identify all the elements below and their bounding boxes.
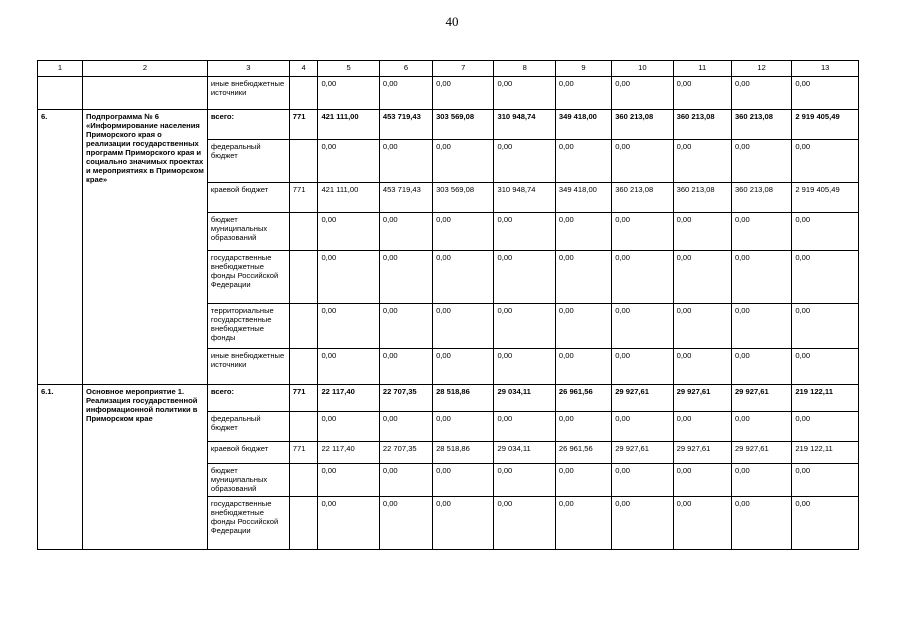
amount-cell: 453 719,43: [379, 110, 432, 140]
amount-cell: 0,00: [612, 77, 673, 110]
funding-source: иные внебюджетные источники: [207, 349, 289, 385]
column-header: 7: [433, 61, 494, 77]
amount-cell: 0,00: [673, 140, 731, 183]
program-name: [83, 77, 208, 110]
table-row: [38, 110, 859, 140]
amount-cell: 0,00: [673, 251, 731, 304]
amount-cell: 0,00: [318, 497, 379, 550]
amount-cell: 0,00: [673, 213, 731, 251]
amount-cell: 0,00: [673, 464, 731, 497]
column-header: 8: [494, 61, 555, 77]
amount-cell: 0,00: [494, 251, 555, 304]
budget-code: [289, 464, 318, 497]
budget-code: 771: [289, 110, 318, 140]
amount-cell: 2 919 405,49: [792, 110, 859, 140]
column-header: 5: [318, 61, 379, 77]
amount-cell: 0,00: [731, 140, 791, 183]
amount-cell: 360 213,08: [612, 183, 673, 213]
budget-code: [289, 497, 318, 550]
funding-source: федеральный бюджет: [207, 412, 289, 442]
amount-cell: 421 111,00: [318, 183, 379, 213]
amount-cell: 0,00: [555, 251, 611, 304]
column-header: 9: [555, 61, 611, 77]
column-header: 11: [673, 61, 731, 77]
amount-cell: 0,00: [673, 349, 731, 385]
amount-cell: 0,00: [792, 412, 859, 442]
budget-code: [289, 140, 318, 183]
amount-cell: 0,00: [379, 412, 432, 442]
amount-cell: 0,00: [792, 464, 859, 497]
budget-code: [289, 349, 318, 385]
amount-cell: 0,00: [433, 77, 494, 110]
header-row: [38, 61, 859, 77]
amount-cell: 0,00: [673, 412, 731, 442]
funding-source: бюджет муниципальных образований: [207, 464, 289, 497]
column-header: 4: [289, 61, 318, 77]
funding-source: всего:: [207, 110, 289, 140]
amount-cell: 28 518,86: [433, 385, 494, 412]
amount-cell: 360 213,08: [731, 183, 791, 213]
amount-cell: 0,00: [318, 464, 379, 497]
amount-cell: 0,00: [612, 497, 673, 550]
page-number: 40: [445, 14, 459, 29]
amount-cell: 0,00: [555, 77, 611, 110]
amount-cell: 0,00: [494, 464, 555, 497]
amount-cell: 0,00: [792, 349, 859, 385]
amount-cell: 360 213,08: [612, 110, 673, 140]
funding-source: всего:: [207, 385, 289, 412]
amount-cell: 0,00: [433, 140, 494, 183]
amount-cell: 0,00: [494, 412, 555, 442]
amount-cell: 0,00: [318, 304, 379, 349]
amount-cell: 453 719,43: [379, 183, 432, 213]
amount-cell: 360 213,08: [673, 183, 731, 213]
amount-cell: 0,00: [731, 77, 791, 110]
amount-cell: 0,00: [318, 412, 379, 442]
funding-source: иные внебюджетные источники: [207, 77, 289, 110]
amount-cell: 0,00: [673, 77, 731, 110]
amount-cell: 29 927,61: [612, 442, 673, 464]
column-header: 13: [792, 61, 859, 77]
amount-cell: 0,00: [433, 213, 494, 251]
funding-source: краевой бюджет: [207, 183, 289, 213]
amount-cell: 0,00: [612, 140, 673, 183]
amount-cell: 0,00: [318, 349, 379, 385]
amount-cell: 0,00: [792, 304, 859, 349]
amount-cell: 0,00: [433, 349, 494, 385]
amount-cell: 0,00: [433, 497, 494, 550]
amount-cell: 0,00: [318, 251, 379, 304]
budget-code: 771: [289, 183, 318, 213]
amount-cell: 0,00: [612, 251, 673, 304]
amount-cell: 0,00: [555, 464, 611, 497]
amount-cell: 0,00: [379, 349, 432, 385]
amount-cell: 29 034,11: [494, 442, 555, 464]
amount-cell: 0,00: [494, 349, 555, 385]
row-number: 6.1.: [38, 385, 83, 550]
amount-cell: 0,00: [433, 251, 494, 304]
amount-cell: 0,00: [731, 251, 791, 304]
amount-cell: 0,00: [792, 213, 859, 251]
amount-cell: 0,00: [612, 412, 673, 442]
amount-cell: 0,00: [494, 497, 555, 550]
amount-cell: 0,00: [792, 77, 859, 110]
amount-cell: 0,00: [673, 497, 731, 550]
amount-cell: 349 418,00: [555, 183, 611, 213]
amount-cell: 0,00: [731, 304, 791, 349]
amount-cell: 0,00: [792, 251, 859, 304]
amount-cell: 0,00: [379, 304, 432, 349]
column-header: 6: [379, 61, 432, 77]
amount-cell: 22 707,35: [379, 442, 432, 464]
amount-cell: 310 948,74: [494, 183, 555, 213]
amount-cell: 0,00: [555, 349, 611, 385]
budget-code: [289, 304, 318, 349]
row-number: 6.: [38, 110, 83, 385]
amount-cell: 0,00: [555, 412, 611, 442]
amount-cell: 0,00: [612, 464, 673, 497]
amount-cell: 29 927,61: [673, 385, 731, 412]
funding-source: федеральный бюджет: [207, 140, 289, 183]
budget-table: [37, 60, 859, 550]
amount-cell: 0,00: [379, 497, 432, 550]
amount-cell: 219 122,11: [792, 442, 859, 464]
amount-cell: 0,00: [379, 77, 432, 110]
amount-cell: 0,00: [555, 497, 611, 550]
column-header: 12: [731, 61, 791, 77]
column-header: 10: [612, 61, 673, 77]
amount-cell: 0,00: [379, 213, 432, 251]
amount-cell: 29 927,61: [673, 442, 731, 464]
budget-code: [289, 412, 318, 442]
amount-cell: 0,00: [555, 140, 611, 183]
amount-cell: 0,00: [379, 464, 432, 497]
budget-code: [289, 77, 318, 110]
amount-cell: 26 961,56: [555, 442, 611, 464]
amount-cell: 303 569,08: [433, 183, 494, 213]
amount-cell: 29 927,61: [612, 385, 673, 412]
amount-cell: 0,00: [494, 77, 555, 110]
amount-cell: 28 518,86: [433, 442, 494, 464]
amount-cell: 0,00: [433, 304, 494, 349]
amount-cell: 421 111,00: [318, 110, 379, 140]
amount-cell: 29 927,61: [731, 385, 791, 412]
amount-cell: 360 213,08: [673, 110, 731, 140]
table-row: [38, 77, 859, 110]
amount-cell: 360 213,08: [731, 110, 791, 140]
funding-source: территориальные государственные внебюджетные фонды: [207, 304, 289, 349]
amount-cell: 0,00: [433, 464, 494, 497]
amount-cell: 26 961,56: [555, 385, 611, 412]
amount-cell: 0,00: [731, 464, 791, 497]
amount-cell: 0,00: [494, 140, 555, 183]
amount-cell: 22 707,35: [379, 385, 432, 412]
amount-cell: 0,00: [555, 304, 611, 349]
amount-cell: 0,00: [494, 304, 555, 349]
column-header: 1: [38, 61, 83, 77]
amount-cell: 0,00: [379, 251, 432, 304]
amount-cell: 0,00: [612, 213, 673, 251]
budget-code: [289, 213, 318, 251]
row-number: [38, 77, 83, 110]
amount-cell: 2 919 405,49: [792, 183, 859, 213]
amount-cell: 22 117,40: [318, 385, 379, 412]
funding-source: бюджет муниципальных образований: [207, 213, 289, 251]
amount-cell: 0,00: [433, 412, 494, 442]
funding-source: краевой бюджет: [207, 442, 289, 464]
amount-cell: 349 418,00: [555, 110, 611, 140]
amount-cell: 0,00: [494, 213, 555, 251]
program-name: Подпрограмма № 6 «Информирование населения Приморского края о реализации государственных программ Приморского края и социально значимых проектах и мероприятиях в Приморском крае»: [83, 110, 208, 385]
amount-cell: 29 034,11: [494, 385, 555, 412]
amount-cell: 0,00: [792, 497, 859, 550]
amount-cell: 0,00: [318, 140, 379, 183]
amount-cell: 0,00: [731, 349, 791, 385]
amount-cell: 0,00: [731, 213, 791, 251]
amount-cell: 219 122,11: [792, 385, 859, 412]
amount-cell: 0,00: [792, 140, 859, 183]
amount-cell: 0,00: [318, 77, 379, 110]
amount-cell: 29 927,61: [731, 442, 791, 464]
amount-cell: 0,00: [379, 140, 432, 183]
program-name: Основное мероприятие 1. Реализация государственной информационной политики в Приморском крае: [83, 385, 208, 550]
amount-cell: 0,00: [673, 304, 731, 349]
budget-code: 771: [289, 385, 318, 412]
amount-cell: 22 117,40: [318, 442, 379, 464]
amount-cell: 310 948,74: [494, 110, 555, 140]
amount-cell: 0,00: [612, 304, 673, 349]
funding-source: государственные внебюджетные фонды Российской Федерации: [207, 251, 289, 304]
budget-code: [289, 251, 318, 304]
amount-cell: 0,00: [555, 213, 611, 251]
amount-cell: 0,00: [612, 349, 673, 385]
amount-cell: 303 569,08: [433, 110, 494, 140]
column-header: 2: [83, 61, 208, 77]
column-header: 3: [207, 61, 289, 77]
funding-source: государственные внебюджетные фонды Российской Федерации: [207, 497, 289, 550]
amount-cell: 0,00: [731, 497, 791, 550]
amount-cell: 0,00: [318, 213, 379, 251]
table-row: [38, 385, 859, 412]
amount-cell: 0,00: [731, 412, 791, 442]
budget-code: 771: [289, 442, 318, 464]
